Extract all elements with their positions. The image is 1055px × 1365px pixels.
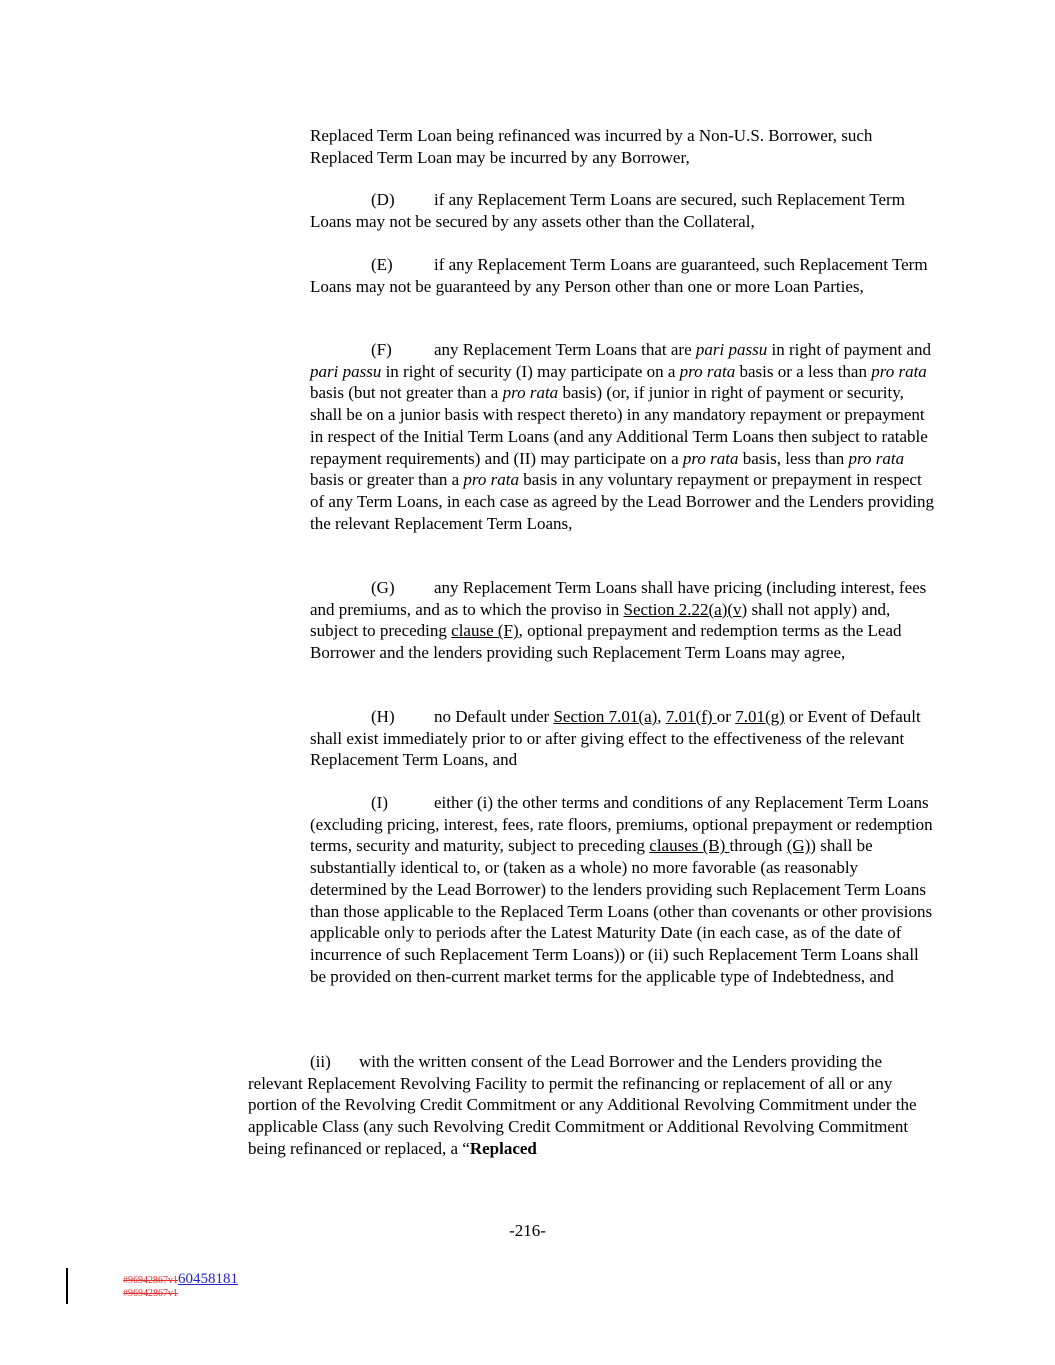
cross-reference-link[interactable]: clauses (B): [649, 836, 730, 856]
text: Replaced Term Loan being refinanced was incurred by a Non-U.S. Borrower, such Replaced Term Loan may be incurred by any Borrower,: [310, 126, 873, 167]
page-number: -216-: [509, 1221, 546, 1240]
text: through: [729, 836, 787, 856]
text: or Event of Default shall exist immediately prior to or after giving effect to the effectiveness of the relevant Replacement Term Loans, and: [310, 707, 921, 770]
cross-reference-link[interactable]: 7.01(f): [665, 707, 717, 726]
italic-term: pro rata: [463, 470, 519, 490]
clause-label: (G): [371, 578, 395, 597]
clause-f: [310, 339, 935, 534]
clause-label: (H): [371, 707, 395, 726]
text: basis or greater than a: [310, 470, 464, 490]
clause-d: [310, 189, 935, 232]
cross-reference-link[interactable]: Section 7.01(a): [553, 707, 658, 726]
deleted-doc-id: #96942867v1: [123, 1275, 178, 1286]
clause-label: (F): [371, 340, 392, 359]
text: with the written consent of the Lead Borrower and the Lenders providing the relevant Replacement Revolving Facility to permit the refinancing or replacement of all or any portion of the Revolving Credit Commitment or any Additional Revolving Commitment under the applicable Class (any such Revolving Credit Commitment or Additional Revolving Commitment being refinanced or replaced, a “: [248, 1052, 917, 1158]
clause-e: [310, 254, 935, 297]
italic-term: pari passu: [695, 340, 768, 359]
text: ) shall be substantially identical to, or (taken as a whole) no more favorable (as reasonably determined by the Lead Borrower) to the lenders providing such Replacement Term Loans than those applicable to the Replaced Term Loans (other than covenants or other provisions applicable only to periods after the Latest Maturity Date (in each case, as of the date of incurrence of such Replacement Term Loans)) or (ii) such Replacement Term Loans shall be provided on then-current market terms for the applicable type of Indebtedness, and: [310, 836, 933, 986]
italic-term: pro rata: [679, 361, 736, 381]
clause-label: (I): [371, 793, 388, 812]
document-id-footer: [123, 1273, 238, 1300]
text: either (i) the other terms and conditions of any Replacement Term Loans (excluding pricing, interest, fees, rate floors, premiums, optional prepayment or redemption terms, security and maturity, subject to preceding: [310, 793, 933, 856]
clause-g: [310, 577, 935, 664]
clause-text: if any Replacement Term Loans are secured, such Replacement Term Loans may not be secured by any assets other than the Collateral,: [310, 190, 905, 231]
inserted-doc-id: 60458181: [178, 1271, 238, 1287]
text: any Replacement Term Loans shall have pricing (including interest, fees and premiums, and as to which the proviso in: [310, 578, 927, 619]
cross-reference-link[interactable]: (G): [786, 836, 811, 856]
text: in right of security (I) may participate on a: [381, 361, 680, 381]
cross-reference-link[interactable]: 7.01(g): [735, 707, 785, 726]
clause-h: [310, 706, 935, 771]
text: any Replacement Term Loans that are: [434, 340, 696, 359]
text: basis in any voluntary repayment or prepayment in respect of any Term Loans, in each case as agreed by the Lead Borrower and the Lenders providing the relevant Replacement Term Loans,: [310, 470, 934, 533]
defined-term: Replaced: [469, 1138, 537, 1158]
footer-line-2: [123, 1287, 238, 1300]
italic-term: pro rata: [848, 448, 905, 468]
clause-text: if any Replacement Term Loans are guaranteed, such Replacement Term Loans may not be guaranteed by any Person other than one or more Loan Parties,: [310, 255, 928, 296]
clause-ii: [248, 1051, 938, 1160]
text: or: [716, 707, 736, 726]
revision-bar: [66, 1268, 68, 1304]
italic-term: pari passu: [310, 361, 382, 381]
text: , optional prepayment and redemption terms as the Lead Borrower and the lenders providing such Replacement Term Loans may agree,: [310, 621, 902, 663]
italic-term: pro rata: [871, 361, 927, 381]
text: basis or a less than: [735, 361, 872, 381]
clause-label: (D): [371, 190, 395, 209]
footer-line-1: [123, 1273, 238, 1287]
text: basis, less than: [738, 448, 849, 468]
clause-label: (E): [371, 255, 393, 274]
italic-term: pro rata: [502, 383, 559, 403]
deleted-doc-id: #96942867v1: [123, 1288, 178, 1299]
text: basis (but not greater than a: [310, 383, 503, 403]
text: basis) (or, if junior in right of payment or security, shall be on a junior basis with respect thereto) in any mandatory repayment or prepayment in respect of the Initial Term Loans (and any Additional Term Loans then subject to ratable repayment requirements) and (II) may participate on a: [310, 383, 928, 468]
clause-label: (ii): [310, 1052, 331, 1071]
text: ,: [657, 707, 666, 726]
text: no Default under: [434, 707, 554, 726]
text: shall not apply) and, subject to preceding: [310, 599, 891, 641]
cross-reference-link[interactable]: Section 2.22(a)(v): [623, 599, 748, 619]
text: in right of payment and: [767, 340, 932, 359]
italic-term: pro rata: [682, 448, 739, 468]
clause-i: [310, 792, 935, 987]
paragraph-continuation: [310, 125, 935, 168]
cross-reference-link[interactable]: clause (F): [451, 621, 519, 641]
